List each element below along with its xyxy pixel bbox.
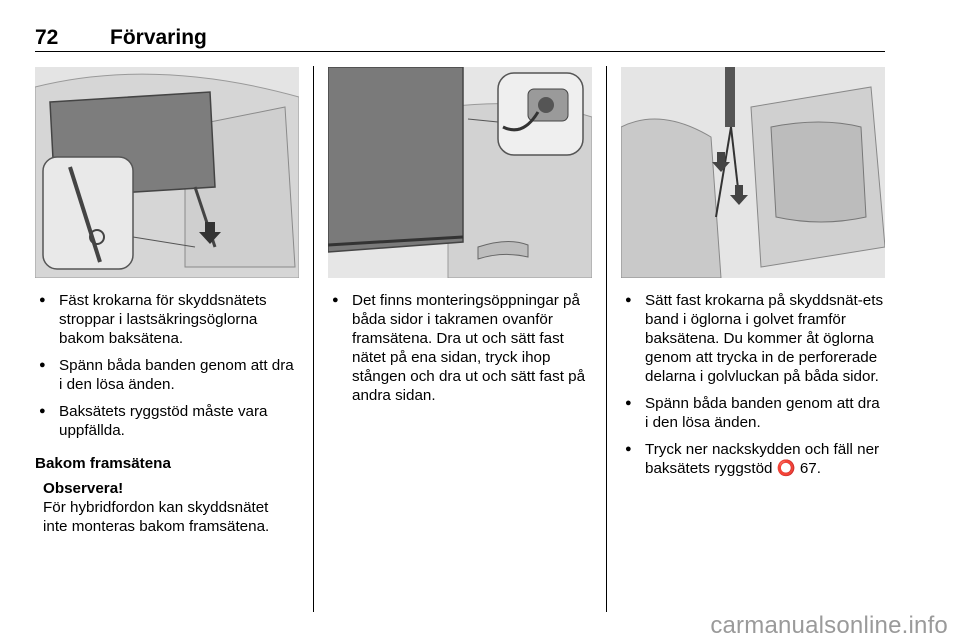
watermark-text: carmanualsonline.info (710, 612, 948, 639)
list-item: ● Baksätets ryggstöd måste vara uppfällda. (35, 402, 297, 440)
list-item: ● Spänn båda banden genom att dra i den lösa änden. (621, 394, 887, 432)
list-item: ● Sätt fast krokarna på skyddsnät-ets band i öglorna i golvet framför baksätena. Du kommer åt öglorna genom att trycka in de perforerade delarna i golvluckan på båda sidor. (621, 291, 887, 386)
section-heading: Bakom framsätena (35, 455, 171, 472)
page-title: Förvaring (110, 26, 207, 49)
column-3 (621, 291, 887, 486)
page-header (35, 26, 885, 52)
illustration-trunk-net (35, 67, 299, 278)
bullet-list-3 (621, 291, 887, 478)
list-item: ● Spänn båda banden genom att dra i den lösa änden. (35, 356, 297, 394)
note-text: För hybridfordon kan skyddsnätet inte monteras bakom framsätena. (43, 499, 270, 535)
page-number: 72 (35, 26, 59, 49)
header-divider (35, 51, 885, 52)
bullet-list-1 (35, 291, 297, 440)
illustration-rear-seat-straps (621, 67, 885, 278)
column-1 (35, 291, 297, 536)
list-item: ● Det finns monteringsöppningar på båda sidor i takramen ovanför framsätena. Dra ut och sätt fast nätet på ena sidan, tryck ihop stången och dra ut och sätt fast på andra sidan. (328, 291, 590, 405)
list-item: ● Fäst krokarna för skyddsnätets stroppar i lastsäkringsöglorna bakom baksätena. (35, 291, 297, 348)
note-title: Observera! (43, 480, 124, 497)
column-divider-left (313, 66, 314, 612)
list-item: ● Tryck ner nackskydden och fäll ner baksätets ryggstöd ⭕ 67. (621, 440, 887, 478)
column-divider-right (606, 66, 607, 612)
column-2 (328, 291, 590, 413)
note-box (35, 479, 297, 536)
bullet-list-2 (328, 291, 590, 405)
illustration-mounting-opening (328, 67, 592, 278)
